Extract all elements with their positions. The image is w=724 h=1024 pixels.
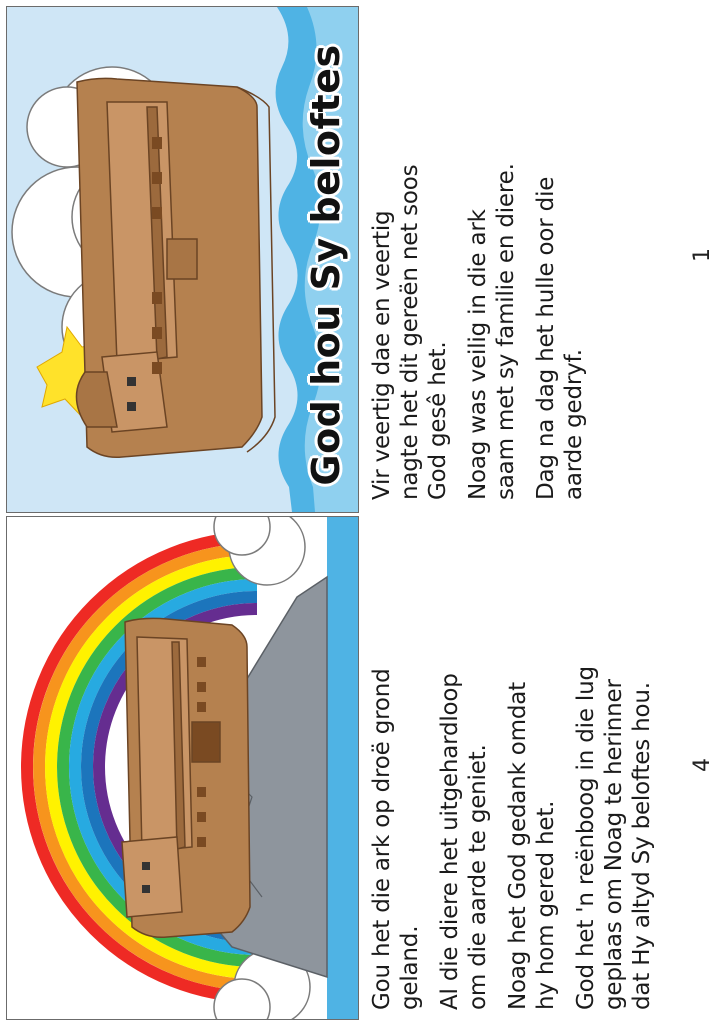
page-number-1: 1 — [690, 248, 715, 262]
page-4-paragraph-3: Noag het God gedank omdat hy hom gered het. — [505, 682, 559, 1010]
page-4-paragraph-1: Gou het die ark op droë grond geland. — [369, 668, 423, 1010]
story-title-strip — [292, 20, 360, 510]
page-4-paragraph-2: Al die diere het uitgehardloop om die aarde te geniet. — [437, 673, 491, 1010]
page-number-4: 4 — [690, 758, 715, 772]
page-1-paragraph-3: Dag na dag het hulle oor die aarde gedryf. — [533, 176, 587, 500]
ark — [76, 78, 275, 457]
story-title: God hou Sy beloftes — [304, 44, 348, 486]
page-1-text — [368, 10, 600, 500]
page-1-paragraph-1: Vir veertig dae en veertig nagte het dit gereën net soos God gesê het. — [369, 164, 451, 500]
ark-rainbow-picture — [6, 516, 359, 1020]
page-4-text — [368, 520, 668, 1010]
ark — [122, 618, 250, 937]
page-4-paragraph-4: God het 'n reënboog in die lug geplaas om Noag te herinner dat Hy altyd Sy beloftes hou. — [573, 666, 655, 1010]
page-1-paragraph-2: Noag was veilig in die ark saam met sy familie en diere. — [465, 163, 519, 500]
